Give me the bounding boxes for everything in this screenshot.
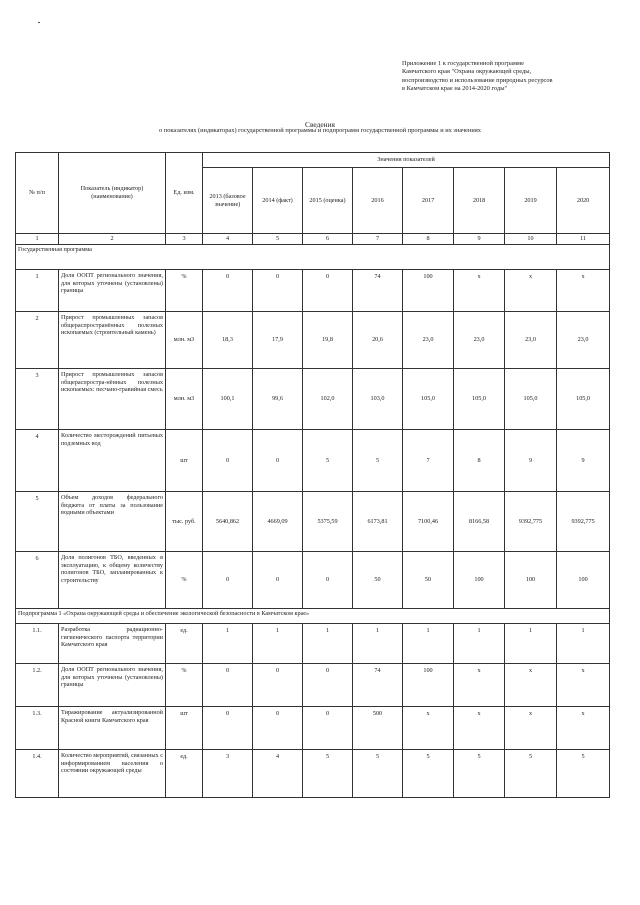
row-value: 102,0 [303, 369, 353, 430]
row-value: 0 [203, 552, 253, 609]
row-value: 6173,81 [353, 492, 403, 552]
row-num: 3 [16, 369, 59, 430]
row-value: 50 [353, 552, 403, 609]
row-unit: % [166, 270, 203, 312]
row-value: 99,6 [253, 369, 303, 430]
row-value: 5375,59 [303, 492, 353, 552]
row-value: 8166,58 [454, 492, 505, 552]
row-value: 5640,862 [203, 492, 253, 552]
row-num: 2 [16, 312, 59, 369]
header-indicator: Показатель (индикатор) (наименование) [59, 153, 166, 234]
row-value: 0 [253, 707, 303, 750]
header-year: 2013 (базовое значение) [203, 168, 253, 234]
column-number: 10 [505, 234, 557, 245]
section-title: Подпрограмма 1 «Охрана окружающей среды и обеспечение экологической безопасности в Камчатском крае» [16, 609, 610, 624]
row-value: x [403, 707, 454, 750]
row-value: 0 [203, 707, 253, 750]
row-name: Количество месторождений питьевых подземных вод [59, 430, 166, 492]
row-value: 1 [353, 624, 403, 664]
row-value: x [505, 664, 557, 707]
table-row [16, 312, 610, 369]
row-num: 1.3. [16, 707, 59, 750]
header-year: 2018 [454, 168, 505, 234]
table-row [16, 552, 610, 609]
row-name: Доля ООПТ регионального значения, для которых уточнены (установлены) границы [59, 664, 166, 707]
row-value: 23,0 [403, 312, 454, 369]
table-row [16, 270, 610, 312]
appendix-note [402, 60, 632, 93]
header-year: 2020 [557, 168, 610, 234]
header-values-group: Значения показателей [203, 153, 610, 168]
row-num: 1.1. [16, 624, 59, 664]
row-value: 105,0 [454, 369, 505, 430]
row-num: 5 [16, 492, 59, 552]
header-unit: Ед. изм. [166, 153, 203, 234]
table-row [16, 492, 610, 552]
table-row [16, 369, 610, 430]
column-number: 6 [303, 234, 353, 245]
row-value: 9392,775 [505, 492, 557, 552]
column-number: 8 [403, 234, 454, 245]
row-value: 0 [303, 664, 353, 707]
row-value: 0 [253, 430, 303, 492]
row-value: 9392,775 [557, 492, 610, 552]
row-value: 9 [505, 430, 557, 492]
appendix-line: воспроизводство и использование природных ресурсов [402, 76, 553, 84]
row-value: 5 [557, 750, 610, 798]
row-value: 8 [454, 430, 505, 492]
row-value: x [505, 707, 557, 750]
appendix-line: в Камчатском крае на 2014-2020 годы" [402, 84, 508, 92]
indicators-table [15, 152, 610, 798]
row-value: 7100,46 [403, 492, 454, 552]
row-unit: шт [166, 707, 203, 750]
row-value: 0 [203, 270, 253, 312]
header-year: 2019 [505, 168, 557, 234]
column-number: 11 [557, 234, 610, 245]
row-value: 1 [203, 624, 253, 664]
table-row [16, 707, 610, 750]
row-value: 105,0 [505, 369, 557, 430]
row-name: Прирост промышленных запасов общераспространённых полезных ископаемых (строительный камень) [59, 312, 166, 369]
header-year: 2017 [403, 168, 454, 234]
row-name: Объем доходов федерального бюджета от платы за пользование водными объектами [59, 492, 166, 552]
row-value: 0 [303, 270, 353, 312]
row-value: 100 [557, 552, 610, 609]
row-value: 1 [454, 624, 505, 664]
table-row [16, 664, 610, 707]
row-value: 74 [353, 664, 403, 707]
row-value: 100 [454, 552, 505, 609]
appendix-line: Приложение 1 к государственной программе [402, 60, 524, 67]
row-value: 5 [303, 750, 353, 798]
row-value: 5 [505, 750, 557, 798]
row-value: 17,9 [253, 312, 303, 369]
column-number: 5 [253, 234, 303, 245]
row-value: 9 [557, 430, 610, 492]
row-value: 4669,09 [253, 492, 303, 552]
row-value: x [505, 270, 557, 312]
row-num: 4 [16, 430, 59, 492]
header-year: 2015 (оценка) [303, 168, 353, 234]
row-name: Тиражирование актуализированной Красной книги Камчатского края [59, 707, 166, 750]
column-number: 7 [353, 234, 403, 245]
row-value: 0 [253, 552, 303, 609]
row-num: 1.2. [16, 664, 59, 707]
row-value: 74 [353, 270, 403, 312]
row-value: 19,8 [303, 312, 353, 369]
row-value: 100,1 [203, 369, 253, 430]
row-value: 1 [253, 624, 303, 664]
column-number: 4 [203, 234, 253, 245]
header-num: № п/п [16, 153, 59, 234]
header-year: 2016 [353, 168, 403, 234]
row-unit: % [166, 552, 203, 609]
row-value: 5 [303, 430, 353, 492]
row-value: 23,0 [505, 312, 557, 369]
row-value: 18,3 [203, 312, 253, 369]
row-value: 0 [253, 664, 303, 707]
row-value: 5 [454, 750, 505, 798]
row-value: 3 [203, 750, 253, 798]
row-value: 1 [303, 624, 353, 664]
row-value: x [557, 707, 610, 750]
row-unit: ед. [166, 624, 203, 664]
row-unit: % [166, 664, 203, 707]
row-value: x [557, 270, 610, 312]
row-value: 0 [203, 664, 253, 707]
row-value: 0 [303, 552, 353, 609]
row-value: 500 [353, 707, 403, 750]
row-unit: млн. м3 [166, 369, 203, 430]
row-num: 6 [16, 552, 59, 609]
row-name: Доля полигонов ТБО, введенных в эксплуатацию, к общему количеству полигонов ТБО, запланированных к строительству [59, 552, 166, 609]
row-value: 105,0 [403, 369, 454, 430]
row-value: 7 [403, 430, 454, 492]
table-row [16, 750, 610, 798]
row-unit: тыс. руб. [166, 492, 203, 552]
row-name: Доля ООПТ регионального значения, для которых уточнены (установлены) границы [59, 270, 166, 312]
row-name: Количество мероприятий, связанных с информированием населения о состоянии окружающей среды [59, 750, 166, 798]
row-value: 0 [303, 707, 353, 750]
column-number: 3 [166, 234, 203, 245]
row-value: 20,6 [353, 312, 403, 369]
row-value: 0 [253, 270, 303, 312]
row-value: 1 [557, 624, 610, 664]
row-value: 105,0 [557, 369, 610, 430]
row-value: 4 [253, 750, 303, 798]
row-value: 5 [353, 430, 403, 492]
row-unit: шт [166, 430, 203, 492]
row-value: x [454, 707, 505, 750]
scan-speck [38, 22, 40, 23]
row-value: 1 [403, 624, 454, 664]
row-value: 100 [505, 552, 557, 609]
row-value: 100 [403, 270, 454, 312]
row-value: 5 [403, 750, 454, 798]
row-name: Разработка радиационно-гигиенического паспорта территории Камчатского края [59, 624, 166, 664]
row-value: 23,0 [454, 312, 505, 369]
row-value: 103,0 [353, 369, 403, 430]
row-num: 1.4. [16, 750, 59, 798]
row-name: Прирост промышленных запасов общераспростра-нённых полезных ископаемых: песчано-гравийная смесь [59, 369, 166, 430]
table-row [16, 430, 610, 492]
header-year: 2014 (факт) [253, 168, 303, 234]
row-value: 23,0 [557, 312, 610, 369]
row-value: 0 [203, 430, 253, 492]
row-value: 50 [403, 552, 454, 609]
row-value: 100 [403, 664, 454, 707]
table-row [16, 624, 610, 664]
row-value: 5 [353, 750, 403, 798]
section-title: Государственная программа [16, 245, 610, 270]
row-unit: ед. [166, 750, 203, 798]
row-value: 1 [505, 624, 557, 664]
row-num: 1 [16, 270, 59, 312]
row-value: x [557, 664, 610, 707]
row-value: x [454, 664, 505, 707]
row-unit: млн. м3 [166, 312, 203, 369]
row-value: x [454, 270, 505, 312]
document-subtitle: о показателях (индикаторах) государственной программы и подпрограмм государственной программы и их значениях [159, 127, 481, 134]
appendix-line: Камчатского края "Охрана окружающей среды, [402, 68, 532, 76]
document-title: Сведения [305, 120, 335, 129]
column-number: 1 [16, 234, 59, 245]
column-number: 9 [454, 234, 505, 245]
column-number: 2 [59, 234, 166, 245]
